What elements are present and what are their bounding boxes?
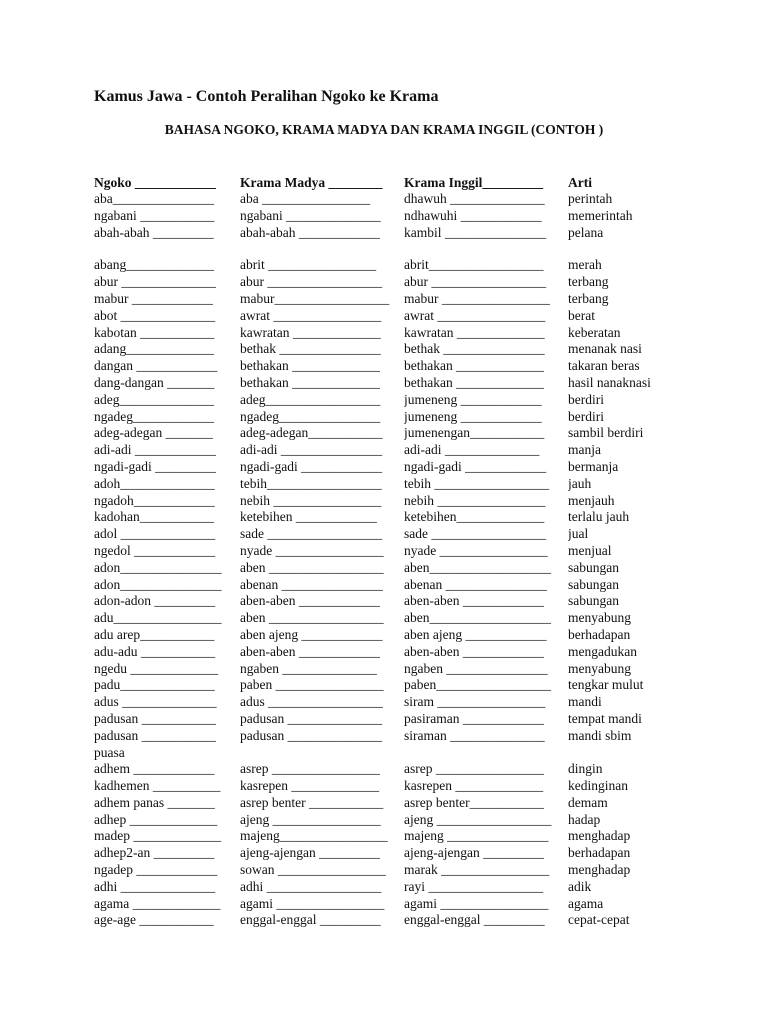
cell-arti: jual [568,526,589,542]
cell-krama-inggil: aben__________________ [404,610,551,626]
cell-ngoko: aba_______________ [94,191,214,206]
cell-arti: terbang [568,290,609,306]
table-row [0,425,768,442]
cell-arti: dingin [568,761,603,777]
table-row [0,711,768,728]
table-row [0,896,768,913]
cell-krama-madya: aben _________________ [240,610,384,626]
cell-krama-inggil: dhawuh ______________ [404,191,545,206]
cell-arti: keberatan [568,324,621,340]
cell-ngoko: adon_______________ [94,576,222,592]
cell-arti: kedinginan [568,778,628,794]
cell-krama-inggil: jumeneng ____________ [404,408,542,424]
cell-ngoko: ngadeg____________ [94,408,214,424]
table-row [0,610,768,627]
cell-ngoko: adon_______________ [94,559,222,575]
cell-ngoko: kabotan ___________ [94,324,215,340]
header-krama-madya: Krama Madya ________ [240,175,383,190]
cell-krama-inggil: adi-adi ______________ [404,442,540,458]
cell-arti: berdiri [568,391,604,407]
cell-krama-inggil: aben-aben ____________ [404,643,544,659]
cell-ngoko: adhem ____________ [94,761,215,777]
table-row [0,828,768,845]
header-krama-inggil: Krama Inggil_________ [404,175,544,190]
cell-arti: sabungan [568,593,619,609]
cell-krama-madya: adhi _________________ [240,878,382,894]
cell-krama-madya: awrat ________________ [240,307,382,323]
cell-krama-madya: kawratan _____________ [240,324,381,340]
table-row [0,509,768,526]
table-row [0,375,768,392]
table-row [0,274,768,291]
cell-krama-madya: abrit ________________ [240,257,377,273]
cell-ngoko: adu-adu ___________ [94,643,216,659]
cell-krama-madya: ngabani ______________ [240,207,381,223]
cell-krama-madya: sade _________________ [240,526,383,542]
document-title: Kamus Jawa - Contoh Peralihan Ngoko ke Krama [94,88,439,105]
cell-ngoko: adus ______________ [94,694,217,710]
table-row [0,812,768,829]
cell-arti: hadap [568,811,601,827]
cell-krama-madya: aben ajeng ____________ [240,626,383,642]
cell-ngoko: ngedu _____________ [94,660,219,676]
cell-ngoko: age-age ___________ [94,912,214,928]
cell-arti: demam [568,794,608,810]
cell-ngoko: adol ______________ [94,526,216,542]
cell-krama-madya: abur _________________ [240,274,383,290]
cell-krama-madya: sowan ________________ [240,862,386,878]
table-row [0,728,768,745]
cell-ngoko: adhep2-an _________ [94,845,215,861]
table-row [0,225,768,242]
cell-krama-madya: padusan ______________ [240,727,383,743]
cell-krama-inggil: aben ajeng ____________ [404,626,547,642]
cell-ngoko: adi-adi ____________ [94,442,216,458]
table-row [0,795,768,812]
table-row [0,358,768,375]
cell-arti: menjauh [568,492,615,508]
table-row [0,291,768,308]
cell-krama-inggil: abur _________________ [404,274,547,290]
cell-ngoko: abot ______________ [94,307,216,323]
cell-krama-inggil: tebih _________________ [404,475,550,491]
cell-krama-madya: padusan ______________ [240,710,383,726]
cell-krama-madya: kasrepen _____________ [240,778,380,794]
cell-krama-madya: aben _________________ [240,559,384,575]
cell-krama-madya: ajeng-ajengan _________ [240,845,380,861]
cell-krama-madya: bethakan _____________ [240,374,380,390]
table-row [0,912,768,929]
document-subtitle: BAHASA NGOKO, KRAMA MADYA DAN KRAMA INGGIL (CONTOH ) [164,122,604,137]
cell-krama-madya: majeng________________ [240,828,388,844]
cell-ngoko: adeg______________ [94,391,214,407]
table-row [0,543,768,560]
table-row [0,862,768,879]
cell-krama-inggil: ketebihen_____________ [404,509,545,525]
cell-arti: menghadap [568,862,631,878]
cell-ngoko: ngadi-gadi _________ [94,458,216,474]
table-row [0,761,768,778]
cell-krama-inggil: ndhawuhi ____________ [404,207,542,223]
cell-arti: menyabung [568,610,631,626]
header-ngoko: Ngoko ____________ [94,175,216,190]
table-row [0,879,768,896]
cell-ngoko: adhep _____________ [94,811,218,827]
cell-krama-inggil: majeng _______________ [404,828,549,844]
cell-krama-madya: nebih ________________ [240,492,382,508]
cell-arti: berdiri [568,408,604,424]
cell-ngoko: adoh______________ [94,475,215,491]
cell-krama-inggil: agami ________________ [404,895,549,911]
table-row [0,459,768,476]
cell-ngoko: abur ______________ [94,274,216,290]
cell-krama-inggil: nyade ________________ [404,542,548,558]
cell-krama-inggil: bethakan _____________ [404,358,544,374]
cell-krama-inggil: ajeng _________________ [404,811,552,827]
cell-krama-inggil: asrep ________________ [404,761,544,777]
table-row [0,409,768,426]
cell-arti: takaran beras [568,358,640,374]
cell-ngoko: padusan ___________ [94,710,216,726]
continuation-text: puasa [94,744,125,760]
cell-arti: sambil berdiri [568,425,644,441]
cell-arti: menyabung [568,660,631,676]
table-row [0,526,768,543]
cell-arti: berat [568,307,595,323]
cell-ngoko: adon-adon _________ [94,593,216,609]
table-row [0,493,768,510]
cell-krama-madya: bethak _______________ [240,341,381,357]
cell-krama-madya: paben ________________ [240,677,384,693]
cell-krama-madya: ketebihen ____________ [240,509,377,525]
table-row [0,560,768,577]
table-header [0,175,768,192]
cell-krama-madya: tebih_________________ [240,475,382,491]
cell-krama-madya: ngaben ______________ [240,660,377,676]
cell-arti: sabungan [568,559,619,575]
cell-ngoko: kadohan___________ [94,509,214,525]
cell-arti: bermanja [568,458,619,474]
table-row [0,191,768,208]
cell-krama-inggil: paben_________________ [404,677,551,693]
cell-krama-madya: adus _________________ [240,694,383,710]
cell-ngoko: dang-dangan _______ [94,374,215,390]
table-row [0,442,768,459]
cell-krama-inggil: pasiraman ____________ [404,710,544,726]
cell-krama-inggil: aben__________________ [404,559,551,575]
cell-krama-inggil: bethak _______________ [404,341,545,357]
table-row [0,677,768,694]
cell-arti: sabungan [568,576,619,592]
cell-krama-madya: ajeng ________________ [240,811,381,827]
cell-ngoko: kadhemen __________ [94,778,221,794]
cell-krama-madya: abah-abah ____________ [240,224,380,240]
cell-ngoko: adhi ______________ [94,878,216,894]
row-continuation [0,745,768,762]
cell-krama-inggil: aben-aben ____________ [404,593,544,609]
cell-ngoko: madep _____________ [94,828,222,844]
cell-krama-madya: bethakan _____________ [240,358,380,374]
cell-arti: terbang [568,274,609,290]
cell-krama-inggil: sade _________________ [404,526,547,542]
cell-ngoko: mabur ____________ [94,290,213,306]
table-row [0,208,768,225]
cell-ngoko: agama _____________ [94,895,221,911]
cell-arti: adik [568,878,592,894]
cell-krama-inggil: siraman ______________ [404,727,545,743]
cell-krama-inggil: abrit_________________ [404,257,544,273]
cell-krama-madya: adeg_________________ [240,391,381,407]
cell-krama-inggil: enggal-enggal _________ [404,912,545,928]
cell-ngoko: adeg-adegan _______ [94,425,213,441]
cell-krama-inggil: mabur ________________ [404,290,550,306]
cell-arti: hasil nanaknasi [568,374,651,390]
cell-krama-madya: asrep benter ___________ [240,794,384,810]
cell-ngoko: padu______________ [94,677,215,693]
cell-krama-inggil: kambil _______________ [404,224,547,240]
cell-krama-madya: agami ________________ [240,895,385,911]
cell-krama-inggil: asrep benter___________ [404,794,544,810]
cell-arti: merah [568,257,602,273]
cell-krama-madya: asrep ________________ [240,761,380,777]
cell-arti: menghadap [568,828,631,844]
table-row [0,325,768,342]
cell-arti: mandi sbim [568,727,632,743]
cell-ngoko: abang_____________ [94,257,214,273]
table-row [0,694,768,711]
table-row [0,778,768,795]
cell-ngoko: abah-abah _________ [94,224,214,240]
cell-arti: memerintah [568,207,633,223]
cell-krama-madya: ngadi-gadi ____________ [240,458,383,474]
cell-krama-madya: nyade ________________ [240,542,384,558]
cell-krama-inggil: ngadi-gadi ____________ [404,458,547,474]
cell-arti: mengadukan [568,643,637,659]
cell-arti: tempat mandi [568,710,642,726]
table-row [0,627,768,644]
table-row [0,644,768,661]
cell-arti: perintah [568,191,613,206]
cell-ngoko: adu arep___________ [94,626,215,642]
cell-krama-inggil: kawratan _____________ [404,324,545,340]
cell-krama-inggil: kasrepen _____________ [404,778,544,794]
cell-krama-inggil: nebih ________________ [404,492,546,508]
cell-ngoko: padusan ___________ [94,727,216,743]
cell-arti: jauh [568,475,592,491]
cell-krama-inggil: marak ________________ [404,862,550,878]
cell-arti: agama [568,895,604,911]
header-arti: Arti [568,175,592,190]
table-row [0,308,768,325]
cell-krama-inggil: jumenengan___________ [404,425,545,441]
cell-krama-madya: abenan _______________ [240,576,383,592]
cell-krama-madya: aben-aben ____________ [240,593,380,609]
cell-krama-inggil: bethakan _____________ [404,374,544,390]
table-row [0,392,768,409]
table-row [0,341,768,358]
table-row [0,593,768,610]
cell-arti: berhadapan [568,626,631,642]
cell-ngoko: adhem panas _______ [94,794,215,810]
cell-krama-inggil: abenan _______________ [404,576,547,592]
cell-ngoko: ngadep ____________ [94,862,218,878]
cell-krama-inggil: siram ________________ [404,694,546,710]
cell-krama-inggil: ajeng-ajengan _________ [404,845,544,861]
cell-ngoko: adang_____________ [94,341,214,357]
cell-krama-madya: mabur_________________ [240,290,390,306]
cell-arti: menanak nasi [568,341,642,357]
table-row [0,845,768,862]
cell-arti: cepat-cepat [568,912,630,928]
cell-arti: terlalu jauh [568,509,630,525]
cell-krama-inggil: awrat ________________ [404,307,546,323]
cell-krama-madya: adi-adi _______________ [240,442,383,458]
table-row [0,661,768,678]
cell-krama-madya: ngadeg_______________ [240,408,381,424]
cell-krama-madya: adeg-adegan___________ [240,425,383,441]
cell-arti: manja [568,442,601,458]
cell-ngoko: ngadoh____________ [94,492,215,508]
table-row [0,476,768,493]
cell-arti: menjual [568,542,612,558]
cell-krama-inggil: jumeneng ____________ [404,391,542,407]
cell-arti: pelana [568,224,604,240]
cell-arti: mandi [568,694,602,710]
table-row [0,577,768,594]
cell-krama-madya: aben-aben ____________ [240,643,380,659]
cell-arti: berhadapan [568,845,631,861]
cell-krama-madya: enggal-enggal _________ [240,912,381,928]
cell-ngoko: dangan ____________ [94,358,218,374]
word-table [0,191,768,929]
cell-ngoko: ngabani ___________ [94,207,215,223]
cell-ngoko: ngedol ____________ [94,542,216,558]
cell-krama-inggil: rayi _________________ [404,878,544,894]
cell-ngoko: adu________________ [94,610,222,626]
table-row [0,257,768,274]
cell-arti: tengkar mulut [568,677,644,693]
cell-krama-inggil: ngaben _______________ [404,660,548,676]
cell-krama-madya: aba ________________ [240,191,371,206]
